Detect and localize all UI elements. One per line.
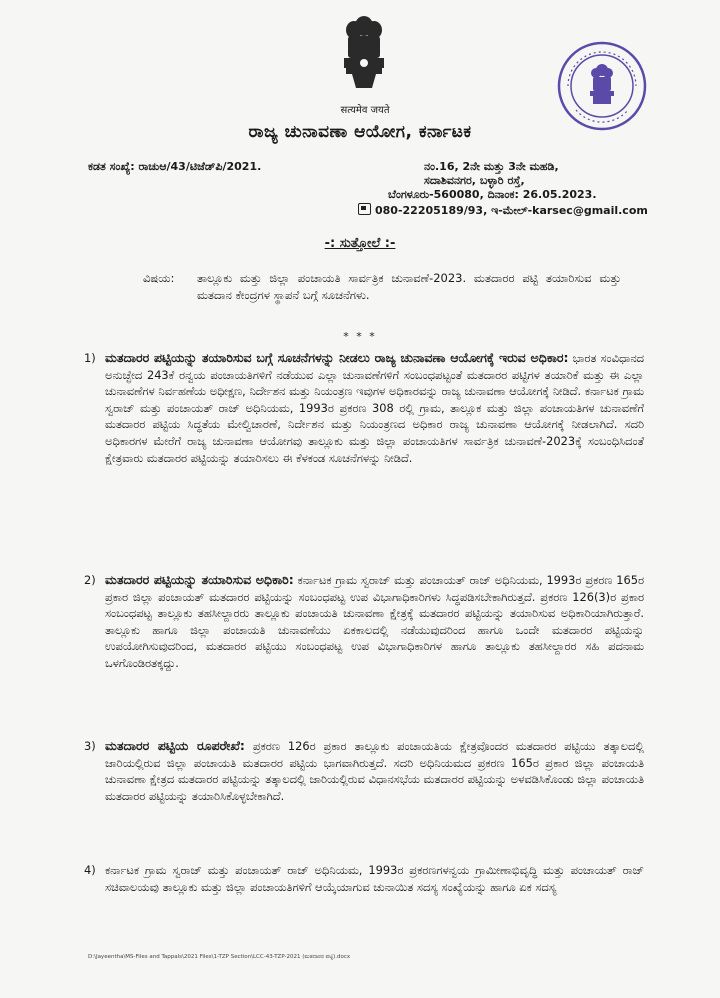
point-text: ಭಾರತ ಸಂವಿಧಾನದ ಅನುಚ್ಛೇದ 243ಕೆ ರನ್ವಯ ಪಂಚಾಯತಿಗಳಿಗೆ ನಡೆಯುವ ಎಲ್ಲಾ ಚುನಾವಣೆಗಳಿಗೆ ಸಂಬಂಧಪಟ್ಟಂತೆ ಮತದಾರರ ಪಟ್ಟಿಗಳ ತಯಾರಿಕೆ ಮತ್ತು ಈ ಎಲ್ಲಾ ಚುನಾವಣೆಗಳ ನಿರ್ವಹಣೆಯ ಅಧೀಕ್ಷಣ, ನಿರ್ದೇಶನ ಮತ್ತು ನಿಯಂತ್ರಣ ಇವುಗಳ ಅಧಿಕಾರವನ್ನು ರಾಜ್ಯ ಚುನಾವಣಾ ಆಯೋಗಕ್ಕೆ ನೀಡಿದೆ. ಕರ್ನಾಟಕ ಗ್ರಾಮ ಸ್ವರಾಜ್ ಮತ್ತು ಪಂಚಾಯತ್ ರಾಜ್ ಅಧಿನಿಯಮ, 1993ರ ಪ್ರಕರಣ 308 ರಲ್ಲಿ ಗ್ರಾಮ, ತಾಲ್ಲೂಕ ಮತ್ತು ಜಿಲ್ಲಾ ಪಂಚಾಯತಿಗಳ ಚುನಾವಣೆಗೆ ಮತದಾರರ ಪಟ್ಟಿಯ ಸಿದ್ಧತೆಯ ಮೇಲ್ವಿಚಾರಣೆ, ನಿರ್ದೇಶನ ಮತ್ತು ನಿಯಂತ್ರಣದ ಅಧಿಕಾರ ರಾಜ್ಯ ಚುನಾವಣಾ ಆಯೋಗಕ್ಕೆ ನೀಡಲಾಗಿದೆ. ಸದರಿ ಅಧಿಕಾರಗಳ ಮೇರೆಗೆ ರಾಜ್ಯ ಚುನಾವಣಾ ಆಯೋಗವು ತಾಲ್ಲೂಕು ಮತ್ತು ಜಿಲ್ಲಾ ಪಂಚಾಯತಿಗಳ ಸಾರ್ವತ್ರಿಕ ಚುನಾವಣೆ-2023ಕ್ಕೆ ಸಂಬಂಧಿಸಿದಂತೆ ಕ್ಷೇತ್ರವಾರು ಮತದಾರರ ಪಟ್ಟಿಯನ್ನು ತಯಾರಿಸಲು ಈ ಕೆಳಕಂಡ ಸೂಚನೆಗಳನ್ನು ನೀಡಿದೆ. [105, 351, 645, 465]
instruction-point-1 [84, 350, 644, 466]
point-heading: ಮತದಾರರ ಪಟ್ಟಿಯ ರೂಪರೇಖೆ: [105, 738, 245, 753]
instruction-point-4 [84, 862, 644, 895]
organization-title: ರಾಜ್ಯ ಚುನಾವಣಾ ಆಯೋಗ, ಕರ್ನಾಟಕ [248, 122, 472, 142]
point-heading: ಮತದಾರರ ಪಟ್ಟಿಯನ್ನು ತಯಾರಿಸುವ ಬಗ್ಗೆ ಸೂಚನೆಗಳನ್ನು ನೀಡಲು ರಾಜ್ಯ ಚುನಾವಣಾ ಆಯೋಗಕ್ಕೆ ಇರುವ ಅಧಿಕಾರ: [105, 350, 569, 365]
address-line: ನಂ.16, 2ನೇ ಮತ್ತು 3ನೇ ಮಹಡಿ, [424, 160, 559, 173]
section-separator: * * * [343, 330, 377, 343]
instruction-point-3 [84, 738, 644, 804]
circular-title: -: ಸುತ್ತೋಲೆ :- [324, 236, 396, 251]
file-reference-number: ಕಡತ ಸಂಖ್ಯೆ: ರಾಚುಆ/43/ಟಿಜೆಡ್‌ಪಿ/2021. [88, 160, 262, 173]
subject-label: ವಿಷಯ: [143, 271, 175, 285]
point-number: 4) [84, 863, 96, 877]
point-number: 2) [84, 573, 96, 587]
emblem-motto: सत्यमेव जयते [340, 105, 390, 116]
circular-heading [0, 236, 720, 251]
point-number: 3) [84, 739, 96, 753]
subject-text: ತಾಲ್ಲೂಕು ಮತ್ತು ಜಿಲ್ಲಾ ಪಂಚಾಯತಿ ಸಾರ್ವತ್ರಿಕ ಚುನಾವಣೆ-2023. ಮತದಾರರ ಪಟ್ಟಿ ತಯಾರಿಸುವ ಮತ್ತು ಮತದಾನ ಕೇಂದ್ರಗಳ ಸ್ಥಾಪನೆ ಬಗ್ಗೆ ಸೂಚನೆಗಳು. [197, 271, 621, 302]
point-text: ಪ್ರಕರಣ 126ರ ಪ್ರಕಾರ ತಾಲ್ಲೂಕು ಪಂಚಾಯತಿಯ ಕ್ಷೇತ್ರವೊಂದರ ಮತದಾರರ ಪಟ್ಟಿಯು ತತ್ಕಾಲದಲ್ಲಿ ಜಾರಿಯಲ್ಲಿರುವ ಜಿಲ್ಲಾ ಪಂಚಾಯತಿ ಮತದಾರರ ಪಟ್ಟಿಯ ಭಾಗವಾಗಿರುತ್ತದೆ. ಸದರಿ ಅಧಿನಿಯಮದ ಪ್ರಕರಣ 165ರ ಪ್ರಕಾರ ಜಿಲ್ಲಾ ಪಂಚಾಯತಿ ಚುನಾವಣಾ ಕ್ಷೇತ್ರದ ಮತದಾರರ ಪಟ್ಟಿಯನ್ನು ತತ್ಕಾಲದಲ್ಲಿ ಜಾರಿಯಲ್ಲಿರುವ ವಿಧಾನಸಭೆಯ ಮತದಾರರ ಪಟ್ಟಿಯನ್ನು ಅಳವಡಿಸಿಕೊಂಡು ಜಿಲ್ಲಾ ಪಂಚಾಯತಿ ಮತದಾರರ ಪಟ್ಟಿಯನ್ನು ತಯಾರಿಸಿಕೊಳ್ಳಬೇಕಾಗಿದೆ. [105, 739, 645, 803]
contact-text: 080-22205189/93, ಇ-ಮೇಲ್-karsec@gmail.com [375, 204, 648, 217]
point-number: 1) [84, 351, 96, 365]
address-line-date: ಬೆಂಗಳೂರು-560080, ದಿನಾಂಕ: 26.05.2023. [388, 188, 597, 201]
point-heading: ಮತದಾರರ ಪಟ್ಟಿಯನ್ನು ತಯಾರಿಸುವ ಅಧಿಕಾರಿ: [105, 572, 294, 587]
point-text: ಕರ್ನಾಟಕ ಗ್ರಾಮ ಸ್ವರಾಜ್ ಮತ್ತು ಪಂಚಾಯತ್ ರಾಜ್ ಅಧಿನಿಯಮ, 1993ರ ಪ್ರಕರಣಗಳನ್ವಯ ಗ್ರಾಮೀಣಾಭಿವೃದ್ಧಿ ಮತ್ತು ಪಂಚಾಯತ್ ರಾಜ್ ಸಚಿವಾಲಯವು ತಾಲ್ಲೂಕು ಮತ್ತು ಜಿಲ್ಲಾ ಪಂಚಾಯತಿಗಳಿಗೆ ಆಯ್ಕೆಯಾಗುವ ಚುನಾಯಿತ ಸದಸ್ಯ ಸಂಖ್ಯೆಯನ್ನು ಹಾಗೂ ಏಕ ಸದಸ್ಯ [105, 863, 644, 894]
contact-line [358, 203, 648, 218]
commission-seal-icon [556, 40, 648, 132]
instruction-point-2 [84, 572, 644, 672]
state-emblem-icon [334, 10, 394, 110]
point-text: ಕರ್ನಾಟಕ ಗ್ರಾಮ ಸ್ವರಾಜ್ ಮತ್ತು ಪಂಚಾಯತ್ ರಾಜ್ ಅಧಿನಿಯಮ, 1993ರ ಪ್ರಕರಣ 165ರ ಪ್ರಕಾರ ಜಿಲ್ಲಾ ಪಂಚಾಯತ್ ಮತದಾರರ ಪಟ್ಟಿಯನ್ನು ಸಂಬಂಧಪಟ್ಟ ಉಪ ವಿಭಾಗಾಧಿಕಾರಿಗಳು ಸಿದ್ಧಪಡಿಸಬೇಕಾಗಿರುತ್ತದೆ. ಪ್ರಕರಣ 126(3)ರ ಪ್ರಕಾರ ಸಂಬಂಧಪಟ್ಟ ತಾಲ್ಲೂಕು ತಹಸೀಲ್ದಾರರು ತಾಲ್ಲೂಕು ಪಂಚಾಯತಿ ಚುನಾವಣಾ ಕ್ಷೇತ್ರಕ್ಕೆ ಮತದಾರರ ಪಟ್ಟಿಯನ್ನು ತಯಾರಿಸುವ ಅಧಿಕಾರಿಯಾಗಿರುತ್ತಾರೆ. ತಾಲ್ಲೂಕು ಹಾಗೂ ಜಿಲ್ಲಾ ಪಂಚಾಯತಿ ಚುನಾವಣೆಯು ಏಕಕಾಲದಲ್ಲಿ ನಡೆಯುವುದರಿಂದ ಹಾಗೂ ಒಂದೇ ಮತದಾರರ ಪಟ್ಟಿಯನ್ನು ಉಪಯೋಗಿಸುವುದರಿಂದ, ಮತದಾರರ ಪಟ್ಟಿಯು ಸಂಬಂಧಪಟ್ಟ ಉಪ ವಿಭಾಗಾಧಿಕಾರಿಗಳ ಹಾಗೂ ತಾಲ್ಲೂಕು ತಹಸೀಲ್ದಾರರ ಸಹಿ ಪದನಾಮ ಒಳಗೊಂಡಿರತಕ್ಕದ್ದು. [105, 573, 644, 670]
telephone-icon [358, 203, 371, 215]
footer-file-path: D:\Jayeentha\MS-Files and Tappals\2021 Files\1-TZP Section\LCC-43-TZP-2021 (ಮತದಾರರ ಪಟ್ಟಿ).docx [88, 954, 351, 960]
address-line: ಸದಾಶಿವನಗರ, ಬಳ್ಳಾರಿ ರಸ್ತೆ, [424, 174, 525, 187]
subject-block [143, 270, 621, 304]
